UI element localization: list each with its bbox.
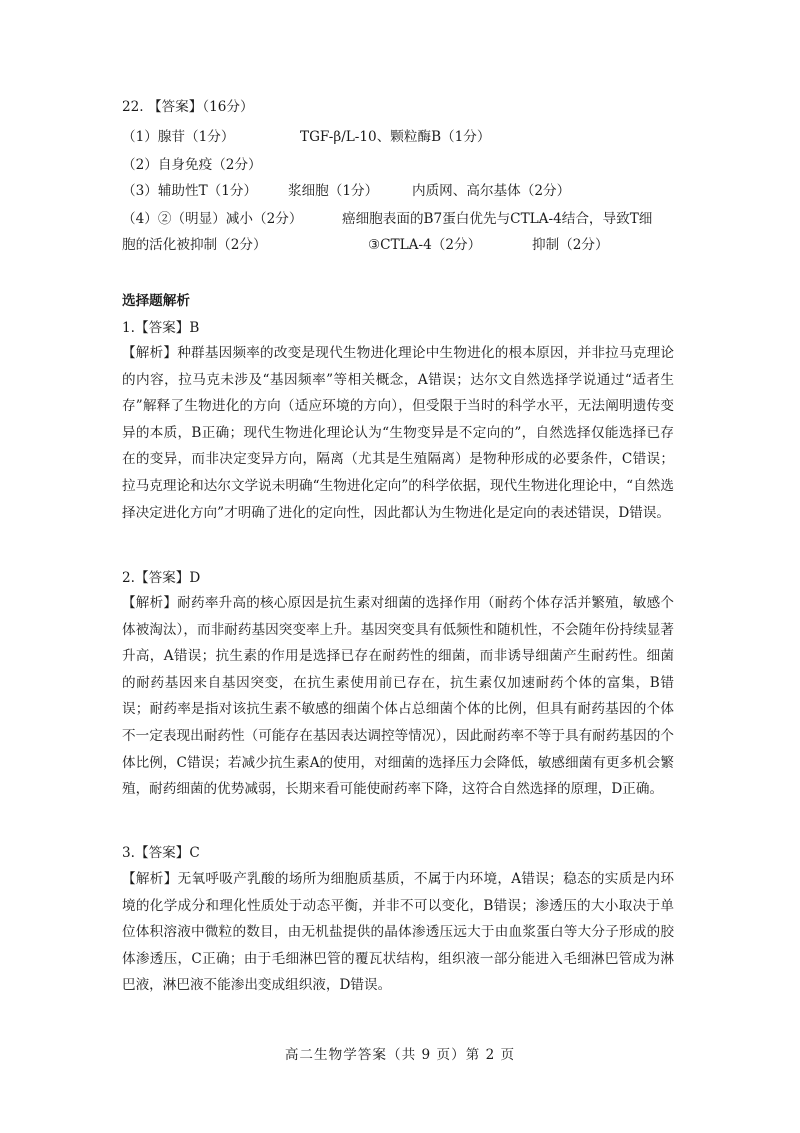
answer-1: 1.【答案】B: [122, 320, 200, 336]
q22-4-answer-b: 癌细胞表面的B7蛋白优先与CTLA-4结合，导致T细: [342, 211, 653, 227]
q22-4-answer-a: （4）②（明显）减小（2分）: [122, 211, 303, 227]
analysis-1: 【解析】种群基因频率的改变是现代生物进化理论中生物进化的根本原因，并非拉马克理论的内容，拉马克未涉及“基因频率”等相关概念，A错误；达尔文自然选择学说通过“适者生存”解释了生物进化的方向（适应环境的方向），但受限于当时的科学水平，无法阐明遗传变异的本质，B正确；现代生物进化理论认为“生物变异是不定向的”，自然选择仅能选择已存在的变异，而非决定变异方向，隔离（尤其是生殖隔离）是物种形成的必要条件，C错误；拉马克理论和达尔文学说未明确“生物进化定向”的科学依据，现代生物进化理论中，“自然选择决定进化方向”才明确了进化的定向性，因此都认为生物进化是定向的表述错误，D错误。: [122, 345, 674, 521]
q22-1-answer-b: TGF-β/L-10、颗粒酶B（1分）: [300, 129, 491, 145]
analysis-3: 【解析】无氧呼吸产乳酸的场所为细胞质基质，不属于内环境，A错误；稳态的实质是内环境的化学成分和理化性质处于动态平衡，并非不可以变化，B错误；渗透压的大小取决于单位体积溶液中微粒的数目，由无机盐提供的晶体渗透压远大于由血浆蛋白等大分子形成的胶体渗透压，C正确；由于毛细淋巴管的覆瓦状结构，组织液一部分能进入毛细淋巴管成为淋巴液，淋巴液不能渗出变成组织液，D错误。: [122, 871, 674, 994]
q22-row-3: [122, 181, 682, 201]
q22-5-answer-c: 抑制（2分）: [532, 237, 609, 253]
q22-title: 22. 【答案】（16分）: [122, 99, 254, 115]
q22-3-answer-c: 内质网、高尔基体（2分）: [412, 183, 571, 199]
q22-3-answer-a: （3）辅助性T（1分）: [122, 183, 258, 199]
q22-row-2: （2）自身免疫（2分）: [122, 157, 262, 173]
q22-3-answer-b: 浆细胞（1分）: [288, 183, 379, 199]
answer-3: 3.【答案】C: [122, 845, 200, 861]
q22-row-5: [122, 235, 682, 255]
answer-2: 2.【答案】D: [122, 570, 201, 586]
page-footer: 高二生物学答案（共 9 页）第 2 页: [284, 1047, 516, 1063]
q22-5-answer-b: ③CTLA-4（2分）: [368, 237, 482, 253]
analysis-2: 【解析】耐药率升高的核心原因是抗生素对细菌的选择作用（耐药个体存活并繁殖，敏感个体被淘汰），而非耐药基因突变率上升。基因突变具有低频性和随机性，不会随年份持续显著升高，A错误；抗生素的作用是选择已存在耐药性的细菌，而非诱导细菌产生耐药性。细菌的耐药基因来自基因突变，在抗生素使用前已存在，抗生素仅加速耐药个体的富集，B错误；耐药率是指对该抗生素不敏感的细菌个体占总细菌个体的比例，但具有耐药基因的个体不一定表现出耐药性（可能存在基因表达调控等情况），因此耐药率不等于具有耐药基因的个体比例，C错误；若减少抗生素A的使用，对细菌的选择压力会降低，敏感细菌有更多机会繁殖，耐药细菌的优势减弱，长期来看可能使耐药率下降，这符合自然选择的原理，D正确。: [122, 595, 674, 798]
q22-row-4: [122, 209, 682, 229]
q22-5-answer-a: 胞的活化被抑制（2分）: [122, 237, 267, 253]
section-title: 选择题解析: [122, 293, 190, 309]
q22-row-1: [122, 127, 682, 147]
q22-1-answer-a: （1）腺苷（1分）: [122, 129, 235, 145]
